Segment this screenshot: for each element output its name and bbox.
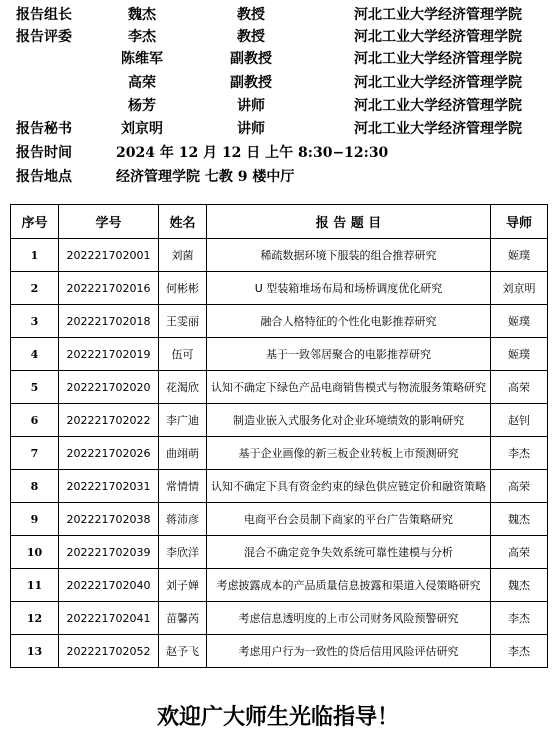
cell-advisor: 姬璞 (491, 338, 548, 371)
cell-advisor: 高荣 (491, 371, 548, 404)
cell-advisor: 李杰 (491, 437, 548, 470)
cell-name: 刘子婵 (159, 569, 207, 602)
secretary-label: 报告秘书 (16, 121, 72, 137)
report-schedule-table (10, 204, 548, 668)
reviewer-org: 河北工业大学经济管理学院 (354, 98, 522, 114)
cell-name: 常情情 (159, 470, 207, 503)
table-header-row (11, 205, 548, 239)
cell-number: 13 (11, 635, 59, 668)
cell-number: 9 (11, 503, 59, 536)
cell-advisor: 高荣 (491, 536, 548, 569)
cell-report-title: 考虑披露成本的产品质量信息披露和渠道入侵策略研究 (207, 569, 491, 602)
cell-number: 6 (11, 404, 59, 437)
cell-report-title: 考虑用户行为一致性的贷后信用风险评估研究 (207, 635, 491, 668)
reviewer-org: 河北工业大学经济管理学院 (354, 51, 522, 67)
cell-number: 1 (11, 239, 59, 272)
welcome-message: 欢迎广大师生光临指导！ (156, 704, 399, 730)
table-row (11, 470, 548, 503)
cell-report-title: 混合不确定竞争失效系统可靠性建模与分析 (207, 536, 491, 569)
cell-student-id: 202221702040 (59, 569, 159, 602)
cell-number: 11 (11, 569, 59, 602)
column-header-advisor: 导师 (491, 205, 548, 239)
column-header-student-id: 学号 (59, 205, 159, 239)
table-body (11, 239, 548, 668)
reviewer-name: 高荣 (128, 75, 156, 91)
place-value: 经济管理学院 七教 9 楼中厅 (116, 169, 295, 185)
cell-advisor: 姬璞 (491, 305, 548, 338)
cell-advisor: 魏杰 (491, 503, 548, 536)
cell-number: 5 (11, 371, 59, 404)
cell-student-id: 202221702038 (59, 503, 159, 536)
cell-name: 赵予飞 (159, 635, 207, 668)
cell-advisor: 李杰 (491, 602, 548, 635)
cell-number: 8 (11, 470, 59, 503)
cell-number: 7 (11, 437, 59, 470)
cell-name: 伍可 (159, 338, 207, 371)
cell-student-id: 202221702052 (59, 635, 159, 668)
cell-student-id: 202221702018 (59, 305, 159, 338)
reviewer-title: 讲师 (237, 98, 265, 114)
time-value: 2024 年 12 月 12 日 上午 8:30−12:30 (116, 145, 389, 161)
cell-report-title: U 型装箱堆场布局和场桥调度优化研究 (207, 272, 491, 305)
reviewer-org: 河北工业大学经济管理学院 (354, 29, 522, 45)
cell-student-id: 202221702026 (59, 437, 159, 470)
cell-student-id: 202221702031 (59, 470, 159, 503)
table-row (11, 602, 548, 635)
column-header-report-title: 报 告 题 目 (207, 205, 491, 239)
secretary-org: 河北工业大学经济管理学院 (354, 121, 522, 137)
reviewer-org: 河北工业大学经济管理学院 (354, 75, 522, 91)
table-row (11, 404, 548, 437)
reviewer-name: 李杰 (128, 29, 156, 45)
cell-advisor: 赵钊 (491, 404, 548, 437)
table-row (11, 536, 548, 569)
cell-student-id: 202221702041 (59, 602, 159, 635)
cell-number: 3 (11, 305, 59, 338)
cell-report-title: 考虑信息透明度的上市公司财务风险预警研究 (207, 602, 491, 635)
reviewer-row (0, 48, 556, 70)
cell-student-id: 202221702001 (59, 239, 159, 272)
cell-number: 2 (11, 272, 59, 305)
leader-label: 报告组长 (16, 7, 72, 23)
cell-name: 李欣洋 (159, 536, 207, 569)
cell-report-title: 稀疏数据环境下服装的组合推荐研究 (207, 239, 491, 272)
cell-student-id: 202221702019 (59, 338, 159, 371)
table-row (11, 569, 548, 602)
leader-org: 河北工业大学经济管理学院 (354, 7, 522, 23)
cell-name: 刘菌 (159, 239, 207, 272)
table-row (11, 305, 548, 338)
reviewer-name: 杨芳 (128, 98, 156, 114)
cell-name: 曲翊萌 (159, 437, 207, 470)
reviewer-name: 陈维军 (121, 51, 163, 67)
place-row (0, 166, 556, 188)
cell-advisor: 高荣 (491, 470, 548, 503)
reviewer-row (0, 26, 556, 48)
secretary-title: 讲师 (237, 121, 265, 137)
cell-advisor: 姬璞 (491, 239, 548, 272)
column-header-number: 序号 (11, 205, 59, 239)
time-row (0, 142, 556, 164)
table-row (11, 437, 548, 470)
reviewer-title: 副教授 (230, 75, 272, 91)
cell-report-title: 认知不确定下绿色产品电商销售模式与物流服务策略研究 (207, 371, 491, 404)
leader-row (0, 4, 556, 26)
table-row (11, 503, 548, 536)
cell-number: 4 (11, 338, 59, 371)
table-row (11, 272, 548, 305)
leader-name: 魏杰 (128, 7, 156, 23)
secretary-name: 刘京明 (121, 121, 163, 137)
cell-report-title: 基于企业画像的新三板企业转板上市预测研究 (207, 437, 491, 470)
column-header-name: 姓名 (159, 205, 207, 239)
table-row (11, 371, 548, 404)
cell-number: 10 (11, 536, 59, 569)
cell-student-id: 202221702039 (59, 536, 159, 569)
reviewer-row (0, 95, 556, 117)
cell-name: 王雯丽 (159, 305, 207, 338)
cell-student-id: 202221702020 (59, 371, 159, 404)
cell-advisor: 刘京明 (491, 272, 548, 305)
cell-report-title: 制造业嵌入式服务化对企业环境绩效的影响研究 (207, 404, 491, 437)
cell-student-id: 202221702016 (59, 272, 159, 305)
cell-student-id: 202221702022 (59, 404, 159, 437)
reviewer-label: 报告评委 (16, 29, 72, 45)
reviewer-title: 教授 (237, 29, 265, 45)
cell-name: 何彬彬 (159, 272, 207, 305)
reviewer-title: 副教授 (230, 51, 272, 67)
cell-number: 12 (11, 602, 59, 635)
cell-report-title: 融合人格特征的个性化电影推荐研究 (207, 305, 491, 338)
cell-name: 花渴欣 (159, 371, 207, 404)
table-row (11, 635, 548, 668)
cell-name: 苗馨芮 (159, 602, 207, 635)
cell-name: 蒋沛彦 (159, 503, 207, 536)
cell-report-title: 电商平台会员制下商家的平台广告策略研究 (207, 503, 491, 536)
leader-title: 教授 (237, 7, 265, 23)
cell-advisor: 李杰 (491, 635, 548, 668)
cell-report-title: 基于一致邻居聚合的电影推荐研究 (207, 338, 491, 371)
table-row (11, 239, 548, 272)
time-label: 报告时间 (16, 145, 72, 161)
cell-report-title: 认知不确定下具有资金约束的绿色供应链定价和融资策略 (207, 470, 491, 503)
cell-name: 李广迪 (159, 404, 207, 437)
reviewer-row (0, 72, 556, 94)
cell-advisor: 魏杰 (491, 569, 548, 602)
place-label: 报告地点 (16, 169, 72, 185)
table-row (11, 338, 548, 371)
secretary-row (0, 118, 556, 140)
